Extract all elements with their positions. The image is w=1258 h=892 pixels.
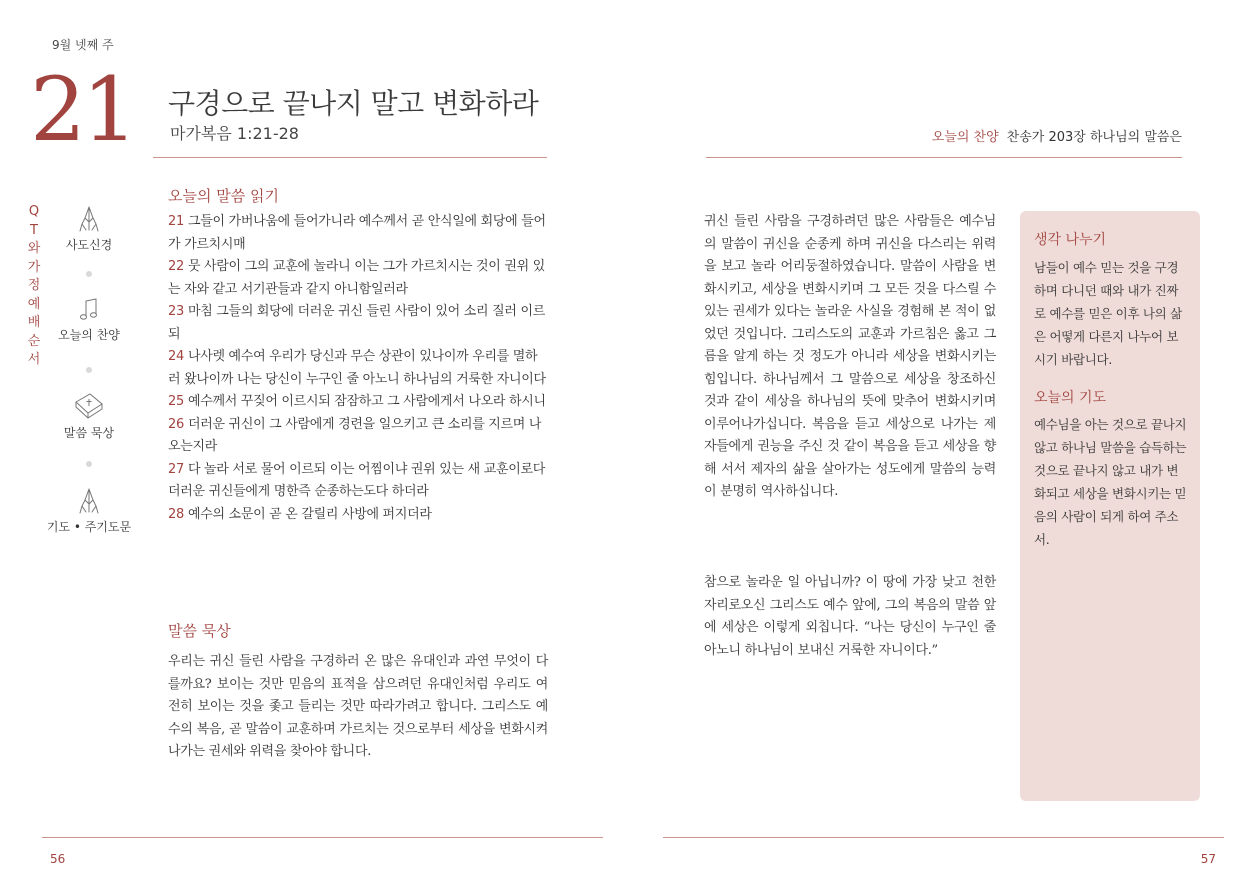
verse-number: 21	[168, 214, 184, 229]
footer-divider-right	[663, 837, 1224, 838]
verse-number: 27	[168, 461, 184, 477]
prayer-text: 예수님을 아는 것으로 끝나지 않고 하나님 말씀을 습득하는 것으로 끝나지 않고 내가 변화되고 세상을 변화시키는 믿음의 사람이 되게 하여 주소서.	[1034, 417, 1187, 547]
praying-hands-icon	[74, 204, 104, 234]
commentary-paragraph-2: 참으로 놀라운 일 아닙니까? 이 땅에 가장 낮고 천한 자리로오신 그리스도 예수 앞에, 그의 복음의 말씀 앞에 세상은 이렇게 외칩니다. “나는 당신이 누구인 줄 아노니 하나님이 보내신 거룩한 자니이다.”	[704, 575, 996, 658]
sidebar-item-creed	[52, 204, 126, 253]
sidebar-item-label: 사도신경	[65, 238, 113, 252]
day-number: 21	[30, 58, 134, 161]
bible-book-icon	[72, 390, 106, 422]
sidebar-item-meditation	[52, 390, 126, 441]
header-divider-right	[706, 157, 1182, 158]
week-label: 9월 넷째 주	[52, 38, 114, 52]
praying-hands-icon	[74, 486, 104, 516]
verse-item	[168, 211, 548, 256]
reading-heading: 오늘의 말씀 읽기	[168, 187, 279, 205]
verse-text: 다 놀라 서로 물어 이르되 이는 어찜이냐 권위 있는 새 교훈이로다 더러운 귀신들에게 명한즉 순종하는도다 하더라	[168, 461, 545, 499]
verse-text: 더러운 귀신이 그 사람에게 경련을 일으키고 큰 소리를 지르며 나오는지라	[168, 416, 542, 454]
verse-item	[168, 504, 548, 527]
verse-text: 그들이 가버나움에 들어가니라 예수께서 곧 안식일에 회당에 들어가 가르치시매	[168, 214, 546, 252]
header-divider-left	[153, 157, 547, 158]
hymn-label: 오늘의 찬양	[931, 130, 999, 145]
hymn-line	[932, 126, 1182, 145]
share-box	[1020, 211, 1200, 801]
verse-number: 24	[168, 349, 184, 364]
verse-text: 예수께서 꾸짖어 이르시되 잠잠하고 그 사람에게서 나오라 하시니	[187, 394, 546, 409]
verse-item	[168, 256, 548, 301]
sidebar-item-prayer	[44, 486, 134, 535]
verse-text: 뭇 사람이 그의 교훈에 놀라니 이는 그가 가르치시는 것이 권위 있는 자와 같고 서기관들과 같지 아니함일러라	[168, 259, 545, 297]
verse-item	[168, 391, 548, 414]
verse-item	[168, 301, 548, 346]
sidebar-item-label: 말씀 묵상	[63, 426, 115, 440]
verse-list	[168, 211, 548, 526]
page-number-right: 57	[1200, 852, 1216, 866]
page-number-left: 56	[50, 852, 66, 866]
scripture-reference: 마가복음 1:21-28	[170, 124, 299, 143]
verse-text: 예수의 소문이 곧 온 갈릴리 사방에 퍼지더라	[187, 506, 432, 522]
verse-item	[168, 459, 548, 504]
meditation-paragraph: 우리는 귀신 들린 사람을 구경하러 온 많은 유대인과 과연 무엇이 다를까요? 보이는 것만 믿음의 표적을 삼으려던 유대인처럼 우리도 여전히 보이는 것을 좇고 들리는 것만 따라가려고 합니다. 그리스도 예수의 복음, 곧 말씀이 교훈하며 가르치는 것으로부터 세상을 변화시켜 나가는 권세와 위력을 찾아야 합니다.	[168, 654, 548, 759]
commentary-paragraph-1: 귀신 들린 사람을 구경하려던 많은 사람들은 예수님의 말씀이 귀신을 순종케 하며 귀신을 다스리는 위력을 보고 놀라 어리둥절하였습니다. 말씀이 사람을 변화시키고, 세상을 변화시키며 그 모든 것을 다스릴 수 있는 권세가 있다는 놀라운 사실을 경험해 본 적이 없었던 것입니다. 그리스도의 교훈과 가르침은 옳고 그름을 알게 하는 것 정도가 아니라 세상을 변화시키는 힘입니다. 하나님께서 그 말씀으로 세상을 창조하신 것과 같이 세상을 하나님의 뜻에 맞추어 변화시키며 이루어나가십니다. 복음을 듣고 세상으로 나가는 제자들에게 권능을 주신 것 같이 복음을 듣고 세상을 향해 서서 제자의 삶을 살아가는 성도에게 말씀의 능력이 분명히 역사하십니다.	[704, 214, 996, 499]
verse-number: 26	[168, 416, 184, 432]
sidebar-item-label: 기도 • 주기도문	[46, 520, 132, 534]
hymn-title: 찬송가 203장 하나님의 말씀은	[1006, 130, 1182, 145]
verse-number: 28	[168, 506, 184, 522]
sidebar-item-hymn	[52, 296, 126, 343]
verse-text: 나사렛 예수여 우리가 당신과 무슨 상관이 있나이까 우리를 멸하러 왔나이까 나는 당신이 누구인 줄 아노니 하나님의 거룩한 자니이다	[168, 349, 546, 387]
sidebar-separator-dot	[86, 367, 92, 373]
sidebar-separator-dot	[86, 271, 92, 277]
meditation-heading: 말씀 묵상	[168, 622, 231, 640]
verse-number: 22	[168, 259, 184, 274]
share-text: 남들이 예수 믿는 것을 구경하며 다니던 때와 내가 진짜로 예수를 믿은 이후 나의 삶은 어떻게 다른지 나누어 보시기 바랍니다.	[1034, 260, 1182, 367]
verse-item	[168, 346, 548, 391]
verse-item	[168, 414, 548, 459]
verse-text: 마침 그들의 회당에 더러운 귀신 들린 사람이 있어 소리 질러 이르되	[168, 304, 545, 342]
sidebar-vertical-label: QT와 가정예배 순서	[27, 204, 41, 367]
page-title: 구경으로 끝나지 말고 변화하라	[168, 87, 539, 120]
verse-number: 25	[168, 394, 184, 409]
verse-number: 23	[168, 304, 184, 319]
music-note-icon	[74, 296, 104, 324]
sidebar-item-label: 오늘의 찬양	[58, 328, 120, 342]
share-heading: 생각 나누기	[1034, 232, 1107, 248]
prayer-heading: 오늘의 기도	[1034, 390, 1107, 406]
sidebar-separator-dot	[86, 461, 92, 467]
footer-divider-left	[42, 837, 603, 838]
